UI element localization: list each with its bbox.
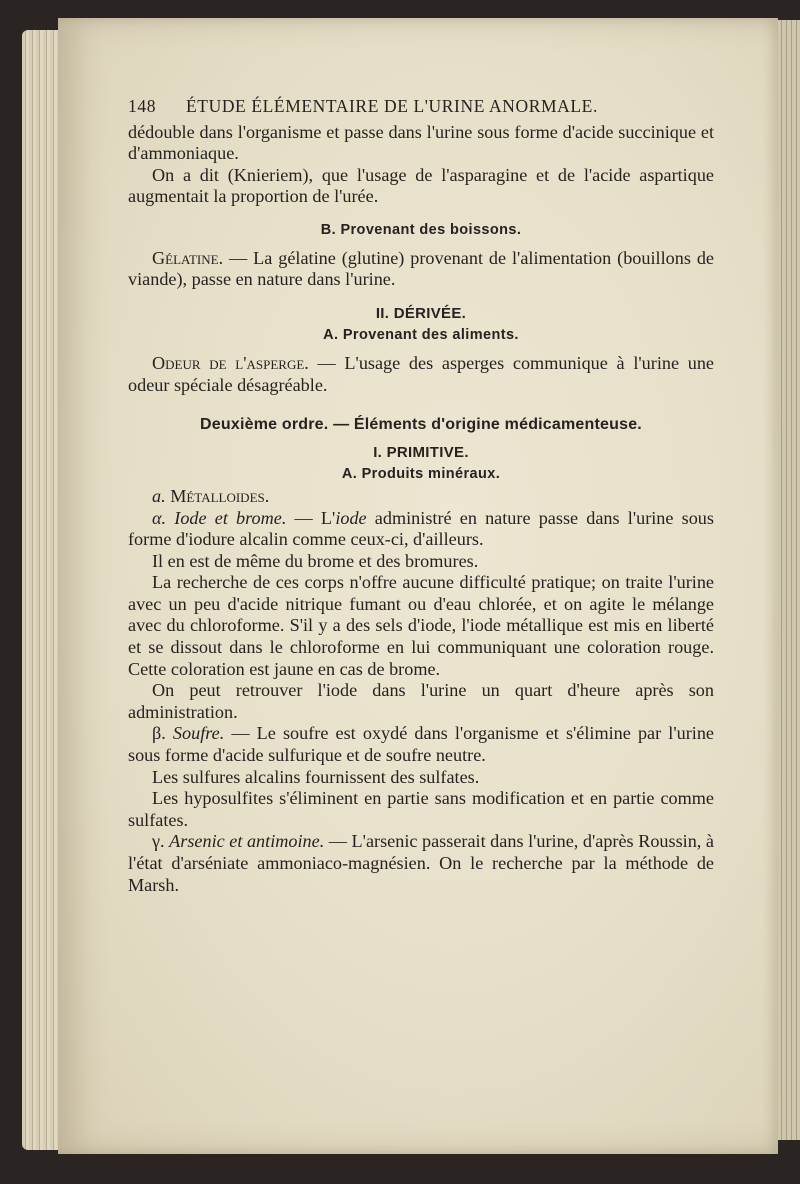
paragraph-knieriem: On a dit (Knieriem), que l'usage de l'asparagine et de l'acide aspartique augmentait la proportion de l'urée. <box>128 164 714 207</box>
paragraph-quart: On peut retrouver l'iode dans l'urine un quart d'heure après son administration. <box>128 680 714 722</box>
gamma-marker: γ. <box>152 831 165 852</box>
paragraph-gelatine <box>128 248 714 291</box>
metalloides-label: Métalloides. <box>165 485 270 506</box>
metalloides-letter: a. <box>152 485 166 506</box>
alpha-iode: iode <box>335 507 367 528</box>
gamma-title: Arsenic et antimoine. <box>164 831 325 852</box>
running-title: ÉTUDE ÉLÉMENTAIRE DE L'URINE ANORMALE. <box>186 96 598 116</box>
subheading-mineraux: A. Produits minéraux. <box>341 466 501 483</box>
subheading-aliments: A. Provenant des aliments. <box>323 327 519 344</box>
alpha-title: Iode et brome. <box>166 507 287 528</box>
paragraph-recherche: La recherche de ces corps n'offre aucune difficulté pratique; on traite l'urine avec un peu d'acide nitrique fumant ou d'eau chlorée, et on agite le mélange avec du chloroforme. S'il y a des sels d'iode, l'iode métallique est mis en liberté et se dissout dans le chloroforme en lui communiquant une coloration rouge. Cette coloration est jaune en cas de brome. <box>128 572 714 679</box>
page-text <box>128 96 714 896</box>
beta-text: — Le soufre est oxydé dans l'organisme et s'élimine par l'urine sous forme d'acide sulfurique et de soufre neutre. <box>128 723 714 766</box>
running-header <box>128 96 714 118</box>
term-gelatine: Gélatine. <box>152 247 224 268</box>
asperge-text: — L'usage des asperges communique à l'urine une odeur spéciale désagréable. <box>128 352 715 395</box>
heading-derivee <box>128 303 714 326</box>
metalloides-heading <box>128 486 714 508</box>
alpha-dash: — L' <box>286 507 336 528</box>
gamma-text: — L'arsenic passerait dans l'urine, d'après Roussin, à l'état d'arséniate ammoniaco-magnésien. On le recherche par la méthode de Marsh. <box>128 831 714 895</box>
paragraph-hyposulfites: Les hyposulfites s'éliminent en partie sans modification et en partie comme sulfates. <box>128 788 714 830</box>
page-number: 148 <box>128 96 157 116</box>
gelatine-text: — La gélatine (glutine) provenant de l'alimentation (bouillons de viande), passe en nature dans l'urine. <box>128 247 714 290</box>
heading-derivee-label: II. DÉRIVÉE. <box>375 304 467 322</box>
order-title: Deuxième ordre. — Éléments d'origine médicamenteuse. <box>200 416 642 434</box>
heading-primitive-label: I. PRIMITIVE. <box>373 443 469 461</box>
paragraph-asperge <box>128 353 714 396</box>
term-asperge: Odeur de l'asperge. <box>152 352 309 373</box>
subheading-boissons: B. Provenant des boissons. <box>320 221 522 238</box>
paragraph-soufre <box>128 723 714 766</box>
beta-marker: β. <box>152 723 166 744</box>
paragraph-arsenic <box>128 831 714 896</box>
paragraph-iode <box>128 508 714 551</box>
alpha-text: administré en nature passe dans l'urine sous forme d'iodure alcalin comme ceux-ci, d'ailleurs. <box>128 507 714 550</box>
heading-primitive <box>128 442 714 465</box>
beta-title: Soufre. <box>165 723 225 744</box>
paragraph-brome: Il en est de même du brome et des bromures. <box>152 550 479 571</box>
alpha-marker: α. <box>152 507 167 528</box>
paragraph-dedouble: dédouble dans l'organisme et passe dans l'urine sous forme d'acide succinique et d'ammoniaque. <box>128 121 714 164</box>
paragraph-sulfures: Les sulfures alcalins fournissent des sulfates. <box>152 766 480 787</box>
